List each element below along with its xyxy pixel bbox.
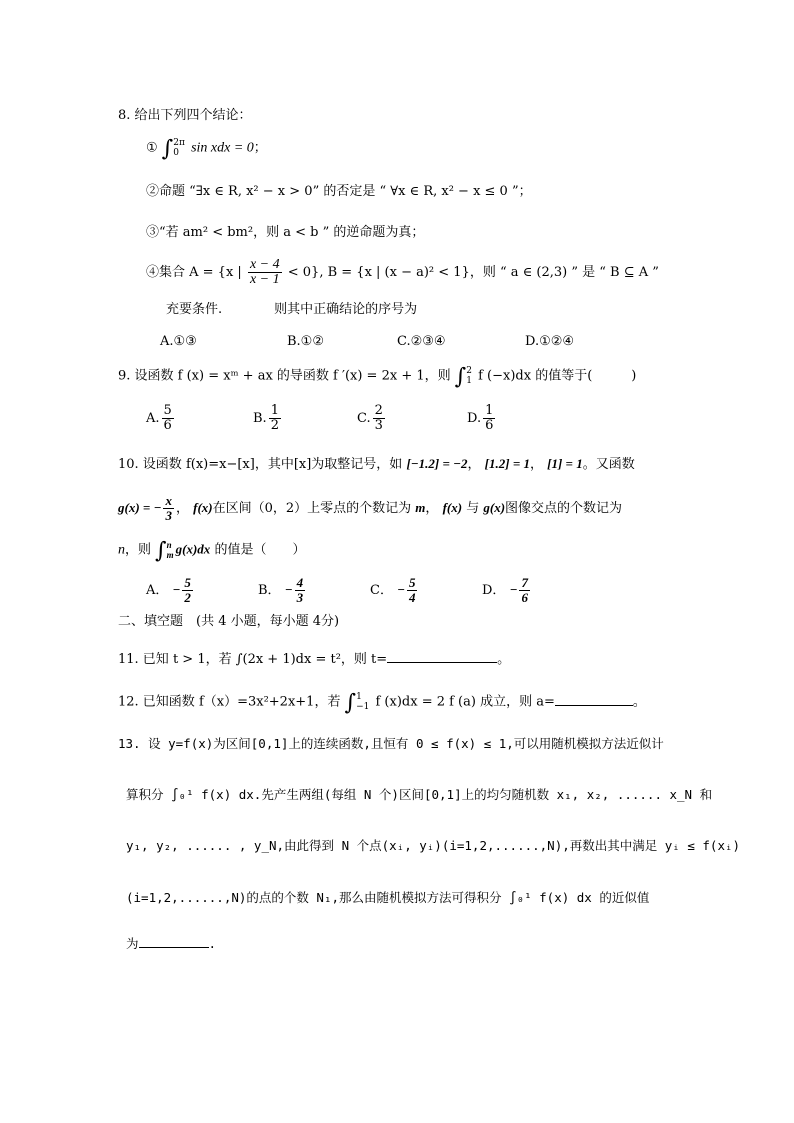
q8-item4-den: x − 1 xyxy=(249,272,280,287)
q11-pre: 11. 已知 t > 1，若 ∫(2x + 1)dx = t²，则 t= xyxy=(118,652,388,667)
integral-sign-icon: ∫ xyxy=(161,136,174,162)
q10-lower: m xyxy=(166,550,174,560)
q10-option-d-frac xyxy=(519,576,530,605)
q8-item1-upper: 2π xyxy=(173,138,185,148)
q10-option-c-den: 4 xyxy=(408,590,416,605)
q10-fx2: f(x) xyxy=(442,500,463,515)
q10-line2-d: 与 xyxy=(466,501,480,516)
q9-limits xyxy=(466,366,472,386)
q10-option-d-num: 7 xyxy=(521,575,528,590)
q10-line2 xyxy=(118,494,622,523)
q8-item4-fraction xyxy=(248,258,282,287)
q13-line5 xyxy=(126,935,216,953)
q12-post: 。 xyxy=(632,694,646,710)
q13-answer-blank[interactable] xyxy=(139,947,209,948)
q12 xyxy=(118,690,646,716)
q10-m: m xyxy=(415,500,426,515)
q8-item1 xyxy=(146,136,267,162)
q8-option-b: B.①② xyxy=(287,334,324,349)
q10-example-3: [1] = 1 xyxy=(547,456,583,471)
q9-option-b xyxy=(253,404,283,433)
q9-option-c-label: C. xyxy=(357,411,371,426)
q9-lower: 1 xyxy=(466,376,472,386)
q13-line5-pre: 为 xyxy=(126,936,139,951)
q12-answer-blank[interactable] xyxy=(555,705,633,706)
q10-option-b-den: 3 xyxy=(296,590,304,605)
q11-post: 。 xyxy=(497,652,511,667)
q13-line4: (i=1,2,......,N)的点的个数 N₁,那么由随机模拟方法可得积分 ∫₀¹ f(x) dx 的近似值 xyxy=(126,890,650,905)
q10-example-2: [1.2] = 1 xyxy=(484,456,530,471)
q10-line3 xyxy=(118,538,306,564)
q8-stem: 8. 给出下列四个结论： xyxy=(118,108,252,123)
q10-n: n xyxy=(118,542,125,558)
q8-item2: ②命题 “∃x ∈ R, x² − x > 0” 的否定是 “ ∀x ∈ R, x² − x ≤ 0 ”； xyxy=(146,184,532,199)
q8-item4-pre: ④集合 A = {x | xyxy=(146,265,242,280)
q10-line2-b: 在区间（0，2）上零点的个数记为 xyxy=(212,501,412,516)
q9-option-a-label: A. xyxy=(146,411,160,426)
q12-upper: 1 xyxy=(356,692,362,702)
q12-limits xyxy=(356,692,369,712)
q10-line1-pre: 10. 设函数 f(x)=x−[x]，其中[x]为取整记号，如 xyxy=(118,457,403,472)
q11 xyxy=(118,651,510,669)
q12-mid: f (x)dx = 2 f (a) 成立，则 a= xyxy=(375,694,555,710)
integral-sign-icon: ∫ xyxy=(344,690,357,716)
q10-g-num: x xyxy=(165,493,172,508)
q10-gx: g(x) xyxy=(483,500,506,515)
q13-line2: 算积分 ∫₀¹ f(x) dx.先产生两组(每组 N 个)区间[0,1]上的均匀随机数 x₁, x₂, ...... x_N 和 xyxy=(126,787,713,802)
q8-item4 xyxy=(146,258,659,287)
q13-line3: y₁, y₂, ...... , y_N,由此得到 N 个点(xᵢ, yᵢ)(i=1,2,......,N),再数出其中满足 yᵢ ≤ f(xᵢ) xyxy=(126,838,741,853)
q13-line1: 13. 设 y=f(x)为区间[0,1]上的连续函数,且恒有 0 ≤ f(x) ≤ 1,可以用随机模拟方法近似计 xyxy=(118,736,664,751)
q10-option-d-label: D． xyxy=(482,583,506,598)
q10-option-b-frac xyxy=(295,576,306,605)
q8-item1-limits xyxy=(173,138,185,158)
q9-option-b-label: B. xyxy=(253,411,267,426)
q8-item1-mark: ① xyxy=(146,140,158,156)
q8-item4-post: < 0}, B = {x | (x − a)² < 1}，则 “ a ∈ (2,3) ” 是 “ B ⊆ A ” xyxy=(287,265,659,280)
q9-option-d-label: D. xyxy=(467,411,482,426)
q10-line2-a: ， xyxy=(175,501,189,516)
q9-option-a-den: 6 xyxy=(163,418,172,433)
q10-option-a-frac xyxy=(182,576,193,605)
q12-pre: 12. 已知函数 f（x）=3x²+2x+1，若 xyxy=(118,694,341,710)
q9-option-b-den: 2 xyxy=(270,418,279,433)
q10-option-a: A． − $\frac{5}{2}$ xyxy=(146,575,191,605)
q10-example-1: [−1.2] = −2 xyxy=(406,456,468,471)
section-2-heading: 二、填空题 (共 4 小题，每小题 4分) xyxy=(118,614,340,629)
q10-option-a-num: 5 xyxy=(184,575,191,590)
q10-option-c-num: 5 xyxy=(408,575,416,590)
q10-option-d: D． − $\frac{7}{6}$ xyxy=(482,575,528,605)
q10-upper: n xyxy=(166,540,172,550)
q9-upper: 2 xyxy=(466,366,472,376)
q8-option-c: C.②③④ xyxy=(397,334,446,349)
q11-answer-blank[interactable] xyxy=(387,662,497,663)
q10-option-b: B． − $\frac{4}{3}$ xyxy=(258,575,304,605)
q9-option-a xyxy=(146,404,176,433)
q8-option-a: A.①③ xyxy=(160,334,197,349)
q10-option-c: C． − $\frac{5}{4}$ xyxy=(370,575,416,605)
q10-fx: f(x) xyxy=(193,500,213,515)
q10-line1: 10. 设函数 f(x)=x−[x]，其中[x]为取整记号，如 [−1.2] = −2， [1.2] = 1， [1] = 1。又函数 xyxy=(118,456,635,472)
q10-option-a-label: A． xyxy=(146,583,169,598)
q8-item1-lower: 0 xyxy=(173,148,179,158)
q9-option-d-den: 6 xyxy=(485,418,494,433)
q10-option-a-den: 2 xyxy=(184,590,191,605)
q13-line5-post: . xyxy=(208,936,217,951)
q10-option-b-num: 4 xyxy=(296,575,304,590)
q9-stem xyxy=(118,364,637,390)
q9-option-c-den: 3 xyxy=(374,418,383,433)
q10-option-c-frac xyxy=(407,576,418,605)
q9-stem-pre: 9. 设函数 f (x) = xᵐ + ax 的导函数 f ′(x) = 2x + 1，则 xyxy=(118,368,451,384)
q9-option-b-frac xyxy=(269,404,281,433)
q9-option-b-num: 1 xyxy=(270,403,279,418)
integral-sign-icon: ∫ xyxy=(454,364,467,390)
q10-line3-b: 的值是（ ） xyxy=(214,542,306,558)
q10-line2-c: ， xyxy=(425,501,439,516)
q10-option-d-den: 6 xyxy=(521,590,528,605)
q8-item3: ③“若 am² < bm²，则 a < b ” 的逆命题为真； xyxy=(146,225,425,240)
q8-item4-line2: 充要条件. 则其中正确结论的序号为 xyxy=(166,302,418,317)
q10-g-pre: g(x) = − xyxy=(118,500,162,515)
q9-option-a-num: 5 xyxy=(163,403,172,418)
q10-option-b-label: B． xyxy=(258,583,281,598)
q10-line2-e: 图像交点的个数记为 xyxy=(505,501,623,516)
q8-item4-num: x − 4 xyxy=(249,257,280,272)
q9-option-c-num: 2 xyxy=(374,403,383,418)
q9-stem-post: f (−x)dx 的值等于( ) xyxy=(478,368,637,384)
q8-item1-tail: ； xyxy=(253,140,267,156)
q10-option-c-label: C． xyxy=(370,583,393,598)
q9-option-c-frac xyxy=(373,404,385,433)
q10-g-frac xyxy=(163,494,174,523)
q12-lower: −1 xyxy=(356,702,370,712)
q9-option-d-num: 1 xyxy=(485,403,494,418)
q10-line3-a: ，则 xyxy=(125,542,152,558)
q10-limits xyxy=(167,540,174,560)
q8-item1-math: sin xdx = 0 xyxy=(191,140,254,156)
q9-option-c xyxy=(357,404,387,433)
q8-option-d: D.①②④ xyxy=(525,334,575,349)
q10-int-body: g(x)dx xyxy=(175,541,211,557)
q10-g-den: 3 xyxy=(165,508,172,523)
integral-sign-icon: ∫ xyxy=(155,538,167,564)
q9-option-d xyxy=(467,404,497,433)
q10-line1-post: 。又函数 xyxy=(582,457,635,472)
q9-option-a-frac xyxy=(162,404,174,433)
q9-option-d-frac xyxy=(483,404,495,433)
